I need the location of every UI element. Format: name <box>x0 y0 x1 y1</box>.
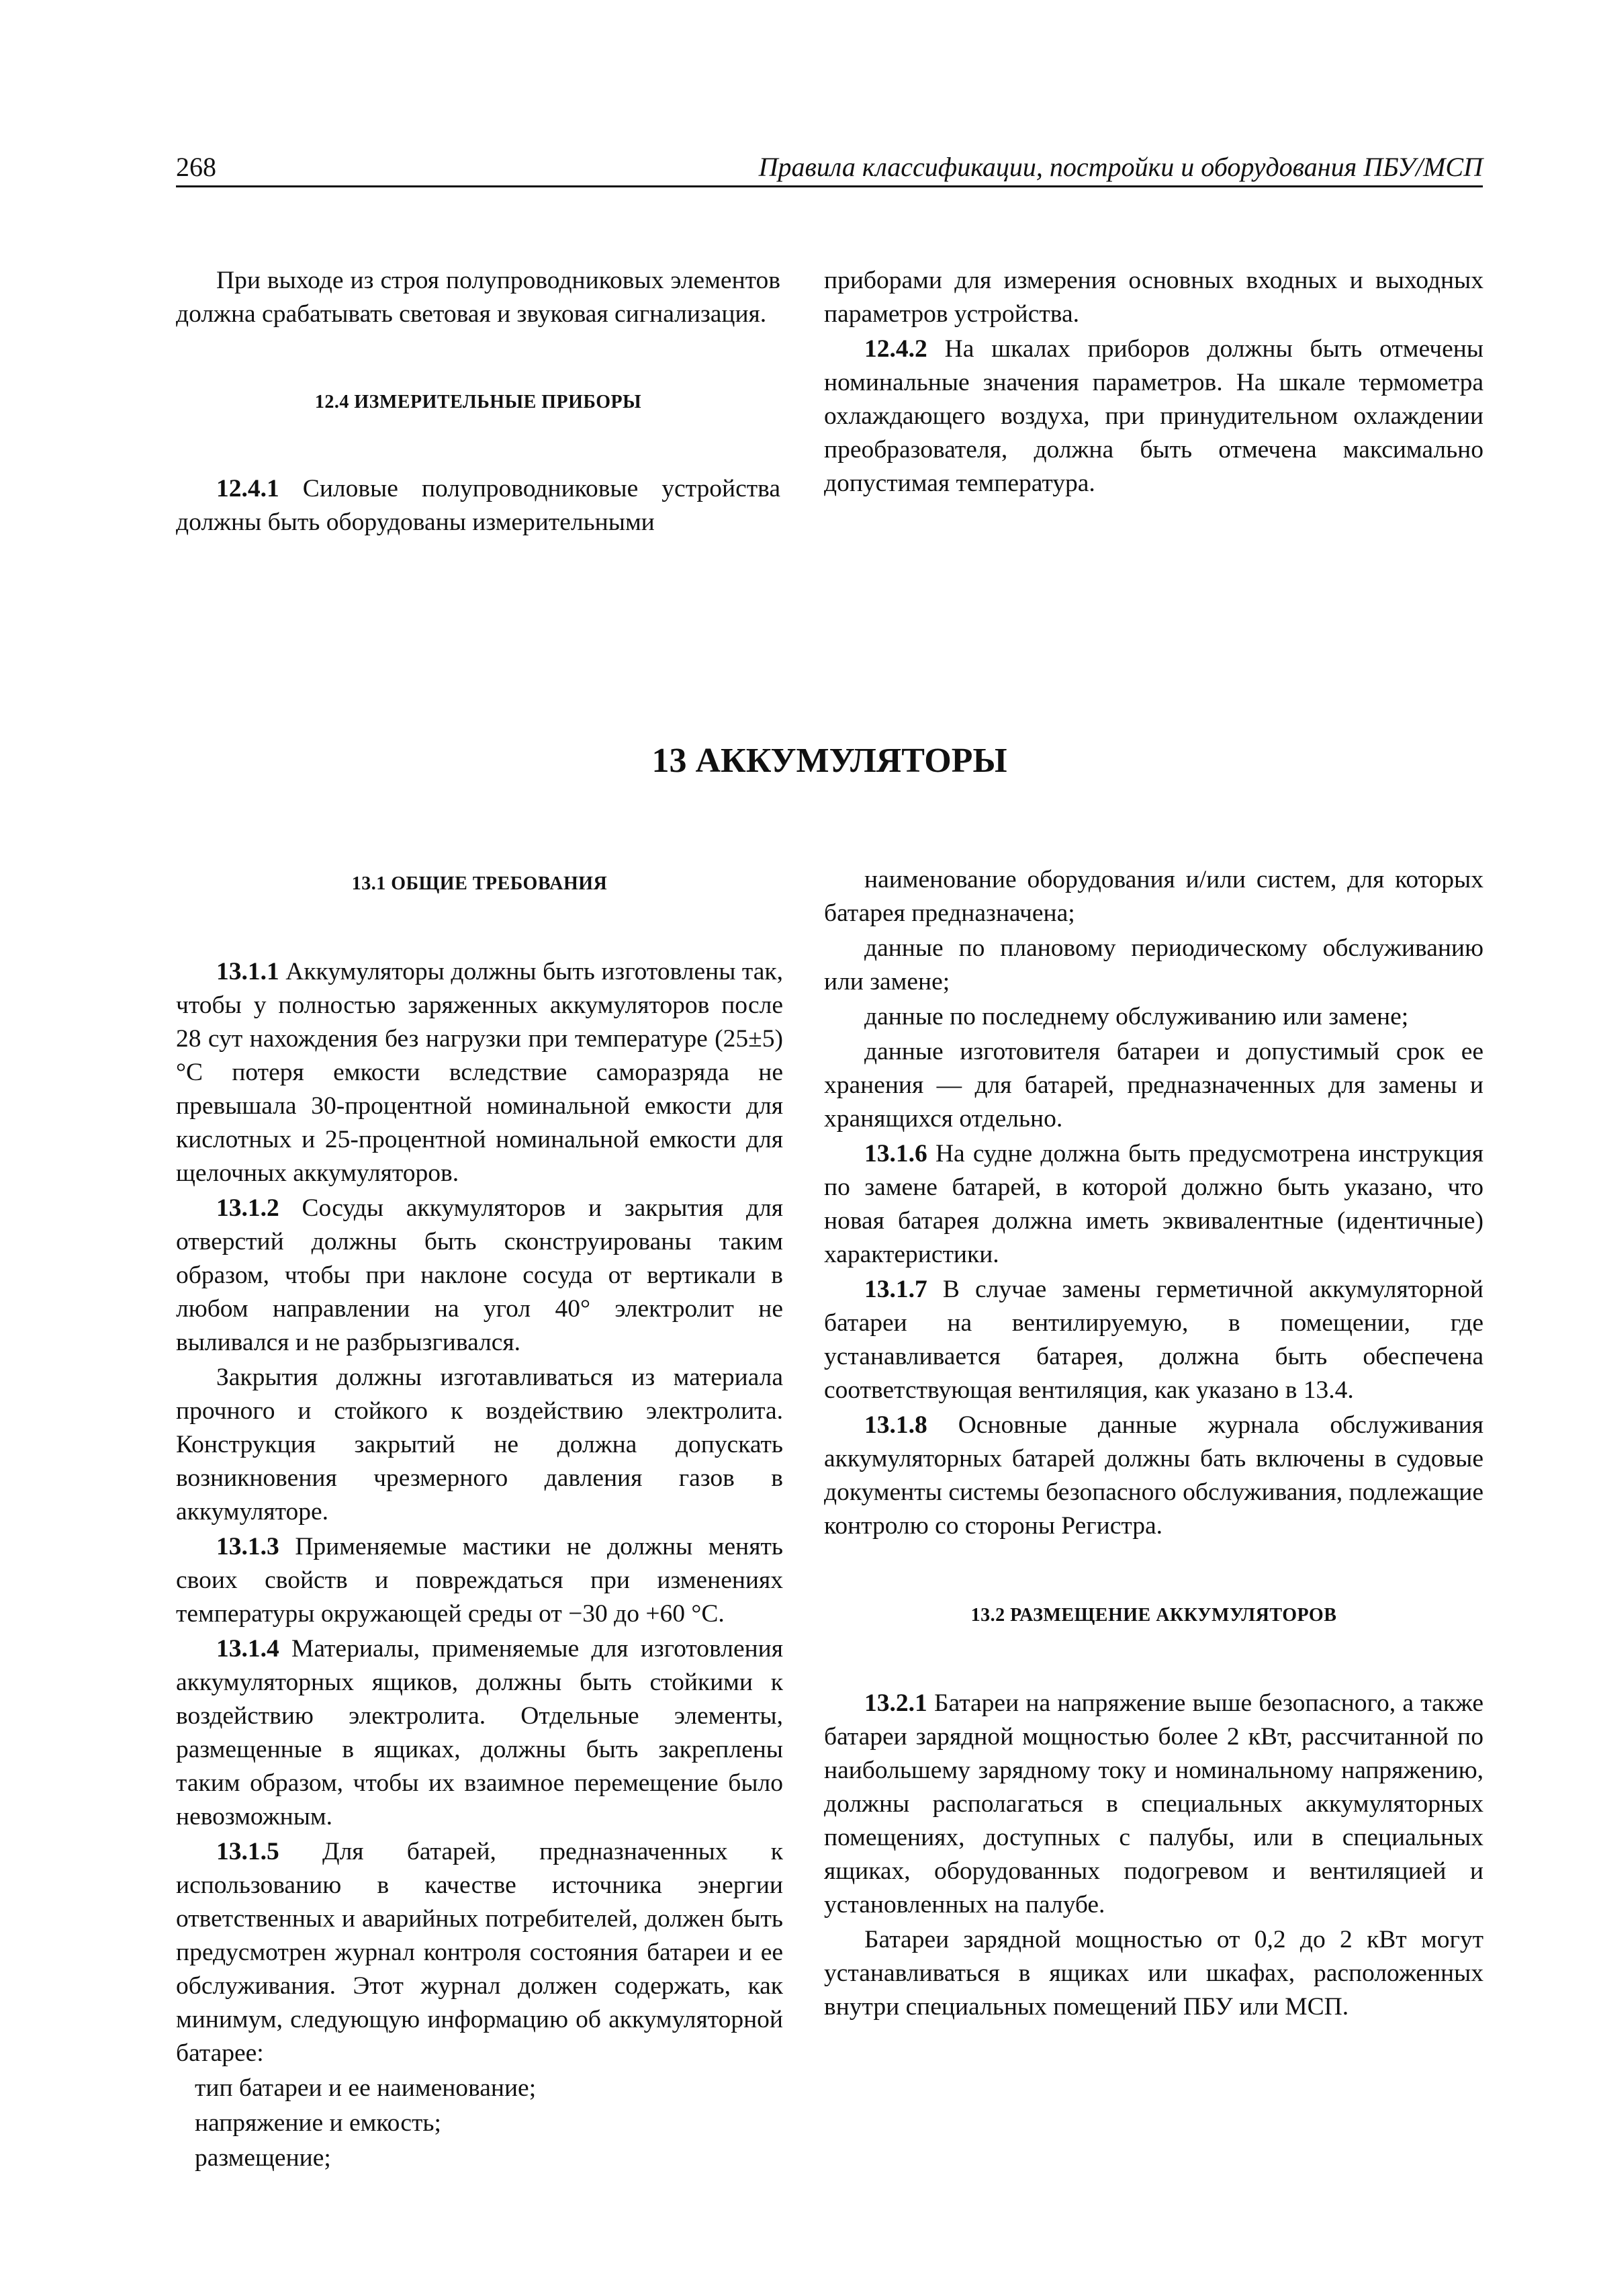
paragraph-13-1-2 <box>176 1192 783 1360</box>
paragraph-13-1-6 <box>824 1137 1484 1272</box>
list-item: наименование оборудования и/или систем, для которых батарея предназначена; <box>824 866 1484 927</box>
clause-number: 13.1.4 <box>216 1635 279 1663</box>
list-item: размещение; <box>195 2144 331 2172</box>
list-item: напряжение и емкость; <box>195 2109 441 2137</box>
section-heading-13-1: 13.1 ОБЩИЕ ТРЕБОВАНИЯ <box>351 873 608 894</box>
clause-text: Применяемые мастики не должны менять своих свойств и повреждаться при изменениях температуры окружающей среды от −30 до +60 °С. <box>176 1533 783 1628</box>
clause-text: На судне должна быть предусмотрена инструкция по замене батарей, в которой должно быть указано, что новая батарея должна иметь эквивалентные (идентичные) характеристики. <box>824 1140 1484 1268</box>
paragraph-small-batteries: Батареи зарядной мощностью от 0,2 до 2 кВт могут устанавливаться в ящиках или шкафах, расположенных внутри специальных помещений ПБУ или МСП. <box>824 1926 1484 2021</box>
clause-text: В случае замены герметичной аккумуляторной батареи на вентилируемую, в помещении, где устанавливается батарея, должна быть обеспечена соответствующая вентиляция, как указано в 13.4. <box>824 1276 1484 1404</box>
paragraph-closures: Закрытия должны изготавливаться из материала прочного и стойкого к воздействию электролита. Конструкция закрытий не должна допускать возникновения чрезмерного давления газов в аккумуляторе. <box>176 1364 783 1526</box>
paragraph-13-1-1 <box>176 955 783 1190</box>
clause-number: 13.1.1 <box>216 958 279 985</box>
clause-number: 13.1.6 <box>864 1140 927 1167</box>
paragraph-semiconductor-alarm: При выходе из строя полупроводниковых элементов должна срабатывать световая и звуковая сигнализация. <box>176 267 780 328</box>
clause-text: Силовые полупроводниковые устройства должны быть оборудованы измерительными <box>176 475 780 536</box>
clause-number: 13.1.3 <box>216 1533 279 1560</box>
running-title: Правила классификации, постройки и оборудования ПБУ/МСП <box>758 152 1483 182</box>
paragraph-instruments-cont: приборами для измерения основных входных и выходных параметров устройства. <box>824 267 1484 328</box>
clause-text: Для батарей, предназначенных к использованию в качестве источника энергии ответственных и аварийных потребителей, должен быть предусмотрен журнал контроля состояния батареи и ее обслуживания. Этот журнал должен содержать, как минимум, следующую информацию об аккумуляторной батарее: <box>176 1838 783 2067</box>
list-item: данные изготовителя батареи и допустимый срок ее хранения — для батарей, предназначенных для замены и хранящихся отдельно. <box>824 1038 1484 1133</box>
page-header <box>176 149 1483 187</box>
clause-text: На шкалах приборов должны быть отмечены номинальные значения параметров. На шкале термометра охлаждающего воздуха, при принудительном охлаждении преобразователя, должна быть отмечена максимально допустимая температура. <box>824 335 1484 497</box>
clause-text: Сосуды аккумуляторов и закрытия для отверстий должны быть сконструированы таким образом, чтобы при наклоне сосуда от вертикали в любом направлении на угол 40° электролит не выливался и не разбрызгивался. <box>176 1194 783 1356</box>
list-item: данные по последнему обслуживанию или замене; <box>864 1003 1409 1030</box>
clause-text: Материалы, применяемые для изготовления аккумуляторных ящиков, должны быть стойкими к воздействию электролита. Отдельные элементы, размещенные в ящиках, должны быть закреплены таким образом, чтобы их взаимное перемещение было невозможным. <box>176 1635 783 1830</box>
paragraph-12-4-1 <box>176 472 780 539</box>
paragraph-13-1-4 <box>176 1632 783 1834</box>
paragraph-13-1-7 <box>824 1273 1484 1407</box>
paragraph-13-2-1 <box>824 1687 1484 1922</box>
paragraph-13-1-3 <box>176 1530 783 1631</box>
section-heading-13-2: 13.2 РАЗМЕЩЕНИЕ АККУМУЛЯТОРОВ <box>970 1605 1337 1626</box>
paragraph-13-1-5 <box>176 1835 783 2070</box>
list-item: данные по плановому периодическому обслуживанию или замене; <box>824 934 1484 996</box>
top-left-column <box>176 264 780 539</box>
top-right-column <box>824 264 1484 500</box>
clause-text: Аккумуляторы должны быть изготовлены так, чтобы у полностью заряженных аккумуляторов после 28 сут нахождения без нагрузки при температуре (25±5) °С потеря емкости вследствие саморазряда не превышала 30-процентной номинальной емкости для кислотных и 25-процентной номинальной емкости для щелочных аккумуляторов. <box>176 958 783 1187</box>
clause-number: 13.1.5 <box>216 1838 279 1865</box>
clause-number: 12.4.1 <box>216 475 279 502</box>
clause-text: Батареи на напряжение выше безопасного, а также батареи зарядной мощностью более 2 кВт, рассчитанной по наибольшему зарядному току и номинальному напряжению, должны располагаться в специальных аккумуляторных помещениях, доступных с палубы, или в специальных ящиках, оборудованных подогревом и вентиляцией и установленных на палубе. <box>824 1689 1484 1918</box>
clause-number: 12.4.2 <box>864 335 927 363</box>
right-column <box>824 863 1484 2024</box>
clause-text: Основные данные журнала обслуживания аккумуляторных батарей должны бать включены в судовые документы системы безопасного обслуживания, подлежащие контролю со стороны Регистра. <box>824 1411 1484 1540</box>
section-heading-12-4: 12.4 ИЗМЕРИТЕЛЬНЫЕ ПРИБОРЫ <box>314 392 642 412</box>
paragraph-12-4-2 <box>824 333 1484 500</box>
clause-number: 13.1.2 <box>216 1194 279 1222</box>
paragraph-13-1-8 <box>824 1409 1484 1543</box>
page-number: 268 <box>176 152 216 182</box>
left-column <box>176 873 783 2175</box>
clause-number: 13.1.8 <box>864 1411 927 1439</box>
clause-number: 13.2.1 <box>864 1689 927 1717</box>
chapter-title: 13 АККУМУЛЯТОРЫ <box>651 742 1007 780</box>
list-item: тип батареи и ее наименование; <box>195 2074 537 2102</box>
clause-number: 13.1.7 <box>864 1276 927 1303</box>
